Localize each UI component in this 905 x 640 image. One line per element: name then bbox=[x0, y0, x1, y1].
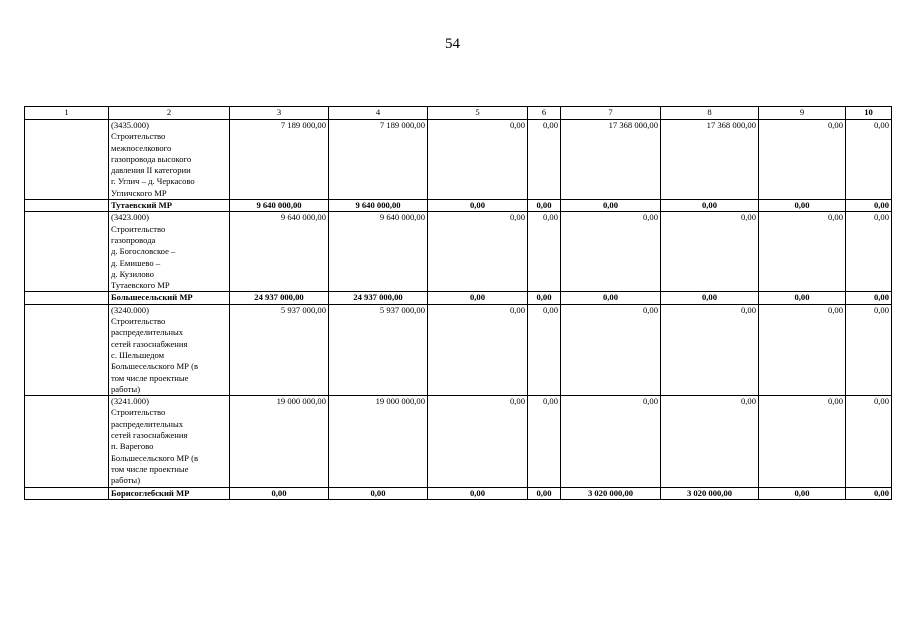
value-cell-col-9: 0,00 bbox=[759, 396, 846, 487]
value-cell-col-5: 0,00 bbox=[428, 200, 528, 212]
description-line: (3423.000) bbox=[111, 212, 149, 223]
header-cell-3: 3 bbox=[230, 107, 329, 120]
subtotal-row bbox=[25, 200, 892, 212]
value-cell-col-8: 0,00 bbox=[661, 200, 759, 212]
header-row bbox=[25, 107, 892, 120]
description-line: (3435.000) bbox=[111, 120, 149, 130]
table-body bbox=[25, 107, 892, 500]
description-line: п. Варегово bbox=[111, 441, 154, 452]
value-cell-col-4: 24 937 000,00 bbox=[329, 292, 428, 304]
value-cell-col-8: 17 368 000,00 bbox=[661, 120, 759, 200]
value-cell-col-8: 0,00 bbox=[661, 396, 759, 487]
value-cell-col-5: 0,00 bbox=[428, 212, 528, 292]
description-line: Строительство bbox=[111, 407, 166, 418]
value-cell-col-9: 0,00 bbox=[759, 304, 846, 395]
value-cell-col-9: 0,00 bbox=[759, 212, 846, 292]
value-cell-col-3: 19 000 000,00 bbox=[230, 396, 329, 487]
budget-table bbox=[24, 106, 892, 500]
code-cell bbox=[25, 292, 109, 304]
description-cell bbox=[109, 304, 230, 395]
code-cell bbox=[25, 212, 109, 292]
value-cell-col-8: 0,00 bbox=[661, 292, 759, 304]
value-cell-col-10: 0,00 bbox=[846, 487, 892, 499]
district-name: Большесельский МР bbox=[109, 292, 230, 304]
description-line: Большесельского МР (в bbox=[111, 452, 199, 463]
description-line: с. Шельшедом bbox=[111, 349, 165, 360]
description-line: газопровода высокого bbox=[111, 153, 192, 164]
value-cell-col-4: 0,00 bbox=[329, 487, 428, 499]
value-cell-col-7: 3 020 000,00 bbox=[561, 487, 661, 499]
value-cell-col-7: 0,00 bbox=[561, 212, 661, 292]
header-cell-4: 4 bbox=[329, 107, 428, 120]
description-line: сетей газоснабжения bbox=[111, 430, 188, 441]
value-cell-col-5: 0,00 bbox=[428, 120, 528, 200]
subtotal-row bbox=[25, 292, 892, 304]
description-line: работы) bbox=[111, 475, 141, 486]
value-cell-col-4: 19 000 000,00 bbox=[329, 396, 428, 487]
code-cell bbox=[25, 120, 109, 200]
description-line: д. Богословское – bbox=[111, 246, 176, 257]
header-cell-9: 9 bbox=[759, 107, 846, 120]
description-line: межпоселкового bbox=[111, 142, 172, 153]
description-line: распределительных bbox=[111, 327, 184, 338]
description-line: том числе проектные bbox=[111, 372, 189, 383]
code-cell bbox=[25, 487, 109, 499]
value-cell-col-5: 0,00 bbox=[428, 396, 528, 487]
description-line: Большесельского МР (в bbox=[111, 361, 199, 372]
district-name: Борисоглебский МР bbox=[109, 487, 230, 499]
description-line: распределительных bbox=[111, 418, 184, 429]
table-row bbox=[25, 120, 892, 200]
value-cell-col-3: 7 189 000,00 bbox=[230, 120, 329, 200]
value-cell-col-9: 0,00 bbox=[759, 200, 846, 212]
value-cell-col-3: 9 640 000,00 bbox=[230, 212, 329, 292]
code-cell bbox=[25, 304, 109, 395]
value-cell-col-3: 0,00 bbox=[230, 487, 329, 499]
value-cell-col-9: 0,00 bbox=[759, 120, 846, 200]
header-cell-8: 8 bbox=[661, 107, 759, 120]
description-line: (3240.000) bbox=[111, 304, 149, 315]
value-cell-col-6: 0,00 bbox=[528, 292, 561, 304]
value-cell-col-6: 0,00 bbox=[528, 396, 561, 487]
description-line: газопровода bbox=[111, 234, 156, 245]
value-cell-col-4: 9 640 000,00 bbox=[329, 200, 428, 212]
header-cell-5: 5 bbox=[428, 107, 528, 120]
description-line: (3241.000) bbox=[111, 396, 149, 407]
value-cell-col-4: 9 640 000,00 bbox=[329, 212, 428, 292]
page-number: 54 bbox=[445, 36, 460, 52]
description-line: том числе проектные bbox=[111, 463, 189, 474]
description-line: работы) bbox=[111, 383, 141, 394]
value-cell-col-6: 0,00 bbox=[528, 487, 561, 499]
description-line: Строительство bbox=[111, 223, 166, 234]
value-cell-col-4: 5 937 000,00 bbox=[329, 304, 428, 395]
value-cell-col-4: 7 189 000,00 bbox=[329, 120, 428, 200]
value-cell-col-6: 0,00 bbox=[528, 212, 561, 292]
value-cell-col-6: 0,00 bbox=[528, 200, 561, 212]
value-cell-col-10: 0,00 bbox=[846, 396, 892, 487]
subtotal-row bbox=[25, 487, 892, 499]
description-line: давления II категории bbox=[111, 165, 191, 176]
value-cell-col-5: 0,00 bbox=[428, 487, 528, 499]
description-cell bbox=[109, 396, 230, 487]
description-line: Тутаевского МР bbox=[111, 280, 170, 291]
header-cell-7: 7 bbox=[561, 107, 661, 120]
value-cell-col-10: 0,00 bbox=[846, 212, 892, 292]
description-line: г. Углич – д. Черкасово bbox=[111, 176, 195, 187]
value-cell-col-6: 0,00 bbox=[528, 120, 561, 200]
code-cell bbox=[25, 396, 109, 487]
description-line: сетей газоснабжения bbox=[111, 338, 188, 349]
value-cell-col-10: 0,00 bbox=[846, 292, 892, 304]
description-line: Строительство bbox=[111, 131, 166, 142]
value-cell-col-9: 0,00 bbox=[759, 487, 846, 499]
table-row bbox=[25, 212, 892, 292]
description-line: д. Кузилово bbox=[111, 268, 154, 279]
description-line: Строительство bbox=[111, 316, 166, 327]
value-cell-col-7: 0,00 bbox=[561, 396, 661, 487]
header-cell-6: 6 bbox=[528, 107, 561, 120]
table-row bbox=[25, 396, 892, 487]
value-cell-col-10: 0,00 bbox=[846, 120, 892, 200]
description-line: Угличского МР bbox=[111, 187, 167, 198]
value-cell-col-8: 3 020 000,00 bbox=[661, 487, 759, 499]
value-cell-col-7: 0,00 bbox=[561, 292, 661, 304]
table-row bbox=[25, 304, 892, 395]
header-cell-2: 2 bbox=[109, 107, 230, 120]
value-cell-col-6: 0,00 bbox=[528, 304, 561, 395]
value-cell-col-9: 0,00 bbox=[759, 292, 846, 304]
value-cell-col-3: 9 640 000,00 bbox=[230, 200, 329, 212]
description-cell bbox=[109, 212, 230, 292]
value-cell-col-3: 5 937 000,00 bbox=[230, 304, 329, 395]
value-cell-col-5: 0,00 bbox=[428, 292, 528, 304]
value-cell-col-8: 0,00 bbox=[661, 304, 759, 395]
value-cell-col-10: 0,00 bbox=[846, 304, 892, 395]
value-cell-col-5: 0,00 bbox=[428, 304, 528, 395]
value-cell-col-7: 0,00 bbox=[561, 304, 661, 395]
code-cell bbox=[25, 200, 109, 212]
value-cell-col-3: 24 937 000,00 bbox=[230, 292, 329, 304]
value-cell-col-10: 0,00 bbox=[846, 200, 892, 212]
value-cell-col-7: 0,00 bbox=[561, 200, 661, 212]
district-name: Тутаевский МР bbox=[109, 200, 230, 212]
header-cell-1: 1 bbox=[25, 107, 109, 120]
description-line: д. Емишево – bbox=[111, 257, 161, 268]
value-cell-col-7: 17 368 000,00 bbox=[561, 120, 661, 200]
value-cell-col-8: 0,00 bbox=[661, 212, 759, 292]
description-cell bbox=[109, 120, 230, 200]
header-cell-10: 10 bbox=[846, 107, 892, 120]
